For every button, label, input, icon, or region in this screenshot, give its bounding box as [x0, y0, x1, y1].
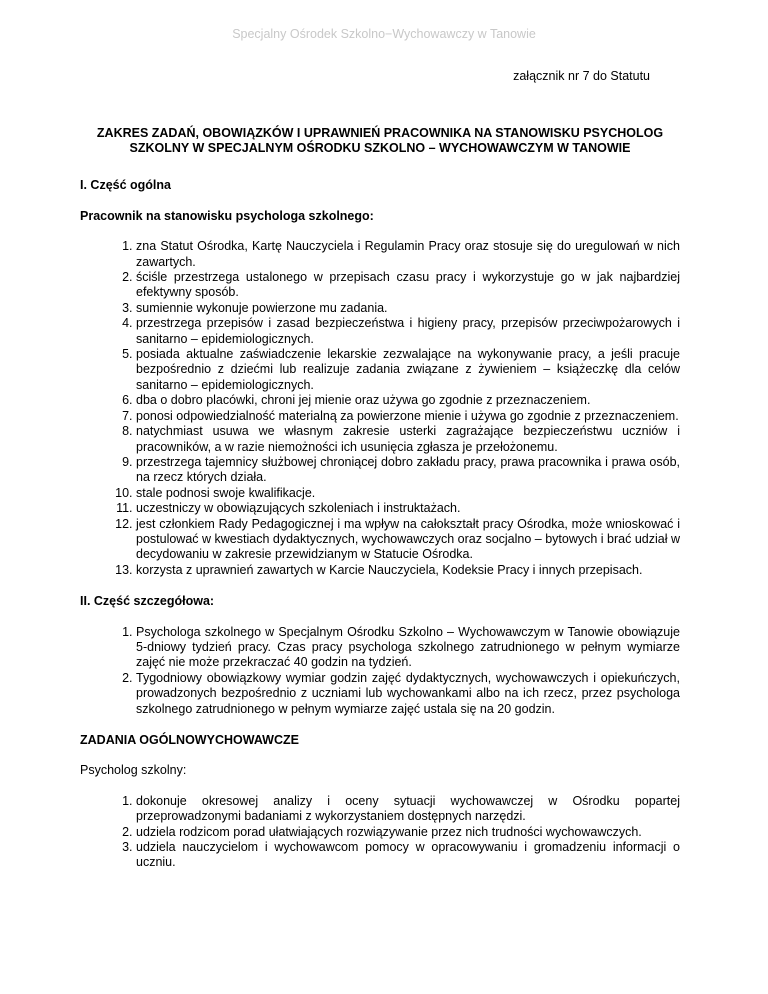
- list-item: 2. udziela rodzicom porad ułatwiających rozwiązywanie przez nich trudności wychowawczych.: [136, 825, 680, 840]
- section-heading-educational-tasks: ZADANIA OGÓLNOWYCHOWAWCZE: [80, 733, 299, 747]
- list-item: 9. przestrzega tajemnicy służbowej chroniącej dobro zakładu pracy, prawa pracownika i prawa osób, na rzecz których działa.: [136, 455, 680, 486]
- list-item: 13. korzysta z uprawnień zawartych w Karcie Nauczyciela, Kodeksie Pracy i innych przepisach.: [136, 563, 680, 578]
- intro-psychologist: Psycholog szkolny:: [80, 763, 187, 778]
- list-general-duties: [80, 239, 680, 578]
- section-heading-general: I. Część ogólna: [80, 178, 171, 193]
- list-item: 11. uczestniczy w obowiązujących szkoleniach i instruktażach.: [136, 501, 680, 516]
- list-item: 8. natychmiast usuwa we własnym zakresie usterki zagrażające bezpieczeństwu uczniów i pracowników, a w razie niemożności ich usunięcia zgłasza je przełożonemu.: [136, 424, 680, 455]
- document-title: ZAKRES ZADAŃ, OBOWIĄZKÓW I UPRAWNIEŃ PRACOWNIKA NA STANOWISKU PSYCHOLOG SZKOLNY W SPECJALNYM OŚRODKU SZKOLNO – WYCHOWAWCZYM W TANOWIE: [96, 126, 664, 156]
- list-item: 5. posiada aktualne zaświadczenie lekarskie zezwalające na wykonywanie pracy, a jeśli pracuje bezpośrednio z dziećmi lub realizuje zadania związane z żywieniem – książeczkę dla celów sanitarno – epidemiologicznych.: [136, 347, 680, 393]
- list-item: 4. przestrzega przepisów i zasad bezpieczeństwa i higieny pracy, przepisów przeciwpożarowych i sanitarno – epidemiologicznych.: [136, 316, 680, 347]
- section-heading-detailed: II. Część szczegółowa:: [80, 594, 215, 609]
- list-item: 7. ponosi odpowiedzialność materialną za powierzone mienie i używa go zgodnie z przeznaczeniem.: [136, 409, 680, 424]
- list-item: 1. dokonuje okresowej analizy i oceny sytuacji wychowawczej w Ośrodku popartej przeprowadzonymi badaniami z wykorzystaniem dostępnych narzędzi.: [136, 794, 680, 825]
- list-item: 6. dba o dobro placówki, chroni jej mienie oraz używa go zgodnie z przeznaczeniem.: [136, 393, 680, 408]
- list-item: 3. udziela nauczycielom i wychowawcom pomocy w opracowywaniu i gromadzeniu informacji o uczniu.: [136, 840, 680, 871]
- intro-general: Pracownik na stanowisku psychologa szkolnego:: [80, 208, 374, 223]
- list-item: 2. ściśle przestrzega ustalonego w przepisach czasu pracy i wykorzystuje go w jak najbardziej efektywny sposób.: [136, 270, 680, 301]
- list-item: 3. sumiennie wykonuje powierzone mu zadania.: [136, 301, 680, 316]
- list-item: 12. jest członkiem Rady Pedagogicznej i ma wpływ na całokształt pracy Ośrodka, może wnioskować i postulować w kwestiach dydaktycznych, wychowawczych oraz socjalno – bytowych i brać udział w decydowaniu w zakresie przewidzianym w Statucie Ośrodka.: [136, 517, 680, 563]
- list-educational-tasks: [80, 794, 680, 871]
- list-item: 10. stale podnosi swoje kwalifikacje.: [136, 486, 680, 501]
- list-item: 1. Psychologa szkolnego w Specjalnym Ośrodku Szkolno – Wychowawczym w Tanowie obowiązuje 5-dniowy tydzień pracy. Czas pracy psychologa szkolnego zatrudnionego w pełnym wymiarze zajęć nie może przekraczać 40 godzin na tydzień.: [136, 625, 680, 671]
- annex-label: załącznik nr 7 do Statutu: [513, 69, 650, 83]
- list-detailed: [80, 625, 680, 717]
- list-item: 2. Tygodniowy obowiązkowy wymiar godzin zajęć dydaktycznych, wychowawczych i opiekuńczych, prowadzonych bezpośrednio z uczniami lub wychowankami albo na ich rzecz, przez psychologa szkolnego zatrudnionego w pełnym wymiarze zajęć ustala się na 20 godzin.: [136, 671, 680, 717]
- list-item: 1. zna Statut Ośrodka, Kartę Nauczyciela i Regulamin Pracy oraz stosuje się do uregulowań w nich zawartych.: [136, 239, 680, 270]
- document-body: [80, 126, 680, 887]
- page-header: Specjalny Ośrodek Szkolno−Wychowawczy w Tanowie: [232, 27, 536, 41]
